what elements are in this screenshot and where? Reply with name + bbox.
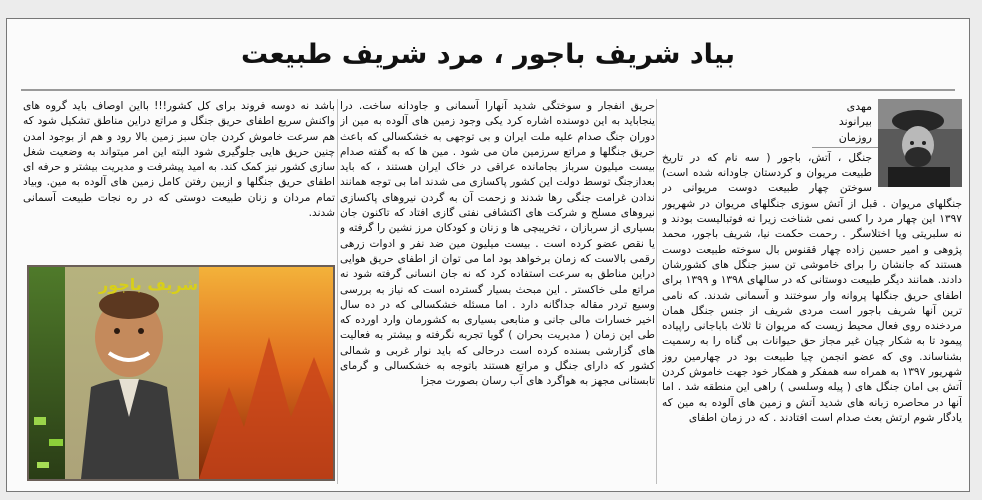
memorial-photo xyxy=(27,265,335,481)
author-portrait-image xyxy=(878,99,962,187)
article-text-col1: جنگل ، آتش، باجور ( سه نام که در تاریخ طبیعت مریوان و کردستان جاودانه شده است) سوختن چهار طبیعت دوست مریوانی در جنگلهای مریوان . قبل از آتش سوزی جنگلهای مریوان در شهریور ۱۳۹۷ این چهار مرد را کسی نمی شناخت زیرا نه فوتبالیست بودند و نه سلبریتی ویا اختلاسگر . رحمت حکمت نیا، شریف باجور، محمد پژوهی و امیر حسین زاده چهار ققنوس بال سوخته طبیعت دوست هستند که جانشان را برای خاموشی تن سبز جنگل های کشورشان دادند. همانند دیگر طبیعت دوستانی که در سالهای ۱۳۹۸ و ۱۳۹۹ برای اطفای حریق جنگلها پروانه وار سوختند و آسمانی شدند. که نامی ترین آنها شریف باجور است مردی شریف از جنس جنگل همان مردخنده روی فعال محیط زیست که مریوان تا ثلاث باباجانی راپیاده پیمود تا به شکار چیان غیر مجاز حق حیوانات بی گناه را به رسمیت بشناساند. وی که عضو انجمن چیا طبیعت بود در چهارمین روز شهریور ۱۳۹۷ به همراه سه همفکر و همکار خود جهت خاموش کردن آتش بی امان جنگل های ( پیله وسلسی ) راهی این منطقه شد . اما آنها در محاصره زبانه های شدید آتش و زمین های آلوده به مین که یادگار شوم ارتش بعث صدام است افتادند . که در زمان اطفای xyxy=(662,151,962,424)
article-frame xyxy=(6,18,970,492)
article-text-col2: حریق انفجار و سوختگی شدید آنهارا آسمانی و جاودانه ساخت. درا ینجاباید به این دوسنده اشاره کرد یکی وجود زمین های آلوده به مین از دوران جنگ صدام علیه ملت ایران و بی توجهی به خشکسالی که باعث حریق جنگلها و مراتع سرزمین مان می شود . مین ها که به گفته صدام بیست میلیون سرباز بجامانده عراقی در خاک ایران هستند ، که باید بعدازجنگ توسط دولت این کشور پاکسازی می شدند اما بی توجه همانند ندادن غرامت جنگی رها شدند و زحمت آن به گردن نیروهای پاکسازی نیروهای مسلح و شرکت های اکتشافی نفتی گازی افتاد که تاکنون جان بسیاری از سربازان ، تخریبچی ها و زنان و کودکان مرز نشین را گرفته و یا نقص عضو کرده است . بیست میلیون مین ضد نفر و ادوات زرهی رقمی بالاست که زمان برخواهد بود اما می توان از اطفای حریق هوایی دراین مناطق به سرعت استفاده کرد که نه جان انسانی گرفته شود نه مراتع ملی خاکستر . این مبحث بسیار گسترده است که نیاز به بررسی وسیع تردر مقاله جداگانه دارد . اما مسئله خشکسالی که در ده سال اخیر خسارات مالی جانی و منابعی بسیاری به کشورمان وارد اورده که طی این زمان ( مدیریت بحران ) گویا تجربه نگرفته و بیشتر به فعالیت های گزارشی بسنده کرده است درحالی که باید نوار غربی و شمالی کشور که دارای جنگل و مراتع هستند باتوجه به خشکسالی و گرمای تابستانی مجهز به هواگرد های آب رسان بصورت مجزا xyxy=(340,100,655,388)
author-portrait xyxy=(878,99,962,187)
article-column-3 xyxy=(23,99,335,244)
article-headline: بیاد شریف باجور ، مرد شریف طبیعت xyxy=(241,39,735,70)
column-divider xyxy=(337,99,338,484)
photo-caption: شریف باجور xyxy=(99,275,199,294)
article-column-2 xyxy=(340,99,655,487)
memorial-photo-image xyxy=(29,267,333,479)
headline-divider xyxy=(21,89,955,91)
article-text-col3: باشد نه دوسه فروند برای کل کشور!!! بااین اوصاف باید گروه های واکنش سریع اطفای حریق جنگل و مراتع دراین مناطق تشکیل شود که هم سرعت خاموش کردن جان سبز زمین بالا رود و هم از بوجود امدن چنین حریق هایی جلوگیری شود البته این امر میتواند به وضعیت شغل سازی کشور نیز کمک کند. به امید پیشرفت و مدیریت بیشتر و حرفه ای اطفای حریق جنگلها و ازبین رفتن کامل زمین های آلوده به مین. وبیاد تمام مردان و زنان طبیعت دوستی که در ره نجات طبیعت آسمانی شدند. xyxy=(23,100,335,220)
column-divider xyxy=(656,99,657,484)
byline: مهدی بیرانوند روزمان xyxy=(812,99,962,148)
article-column-1 xyxy=(662,99,962,484)
